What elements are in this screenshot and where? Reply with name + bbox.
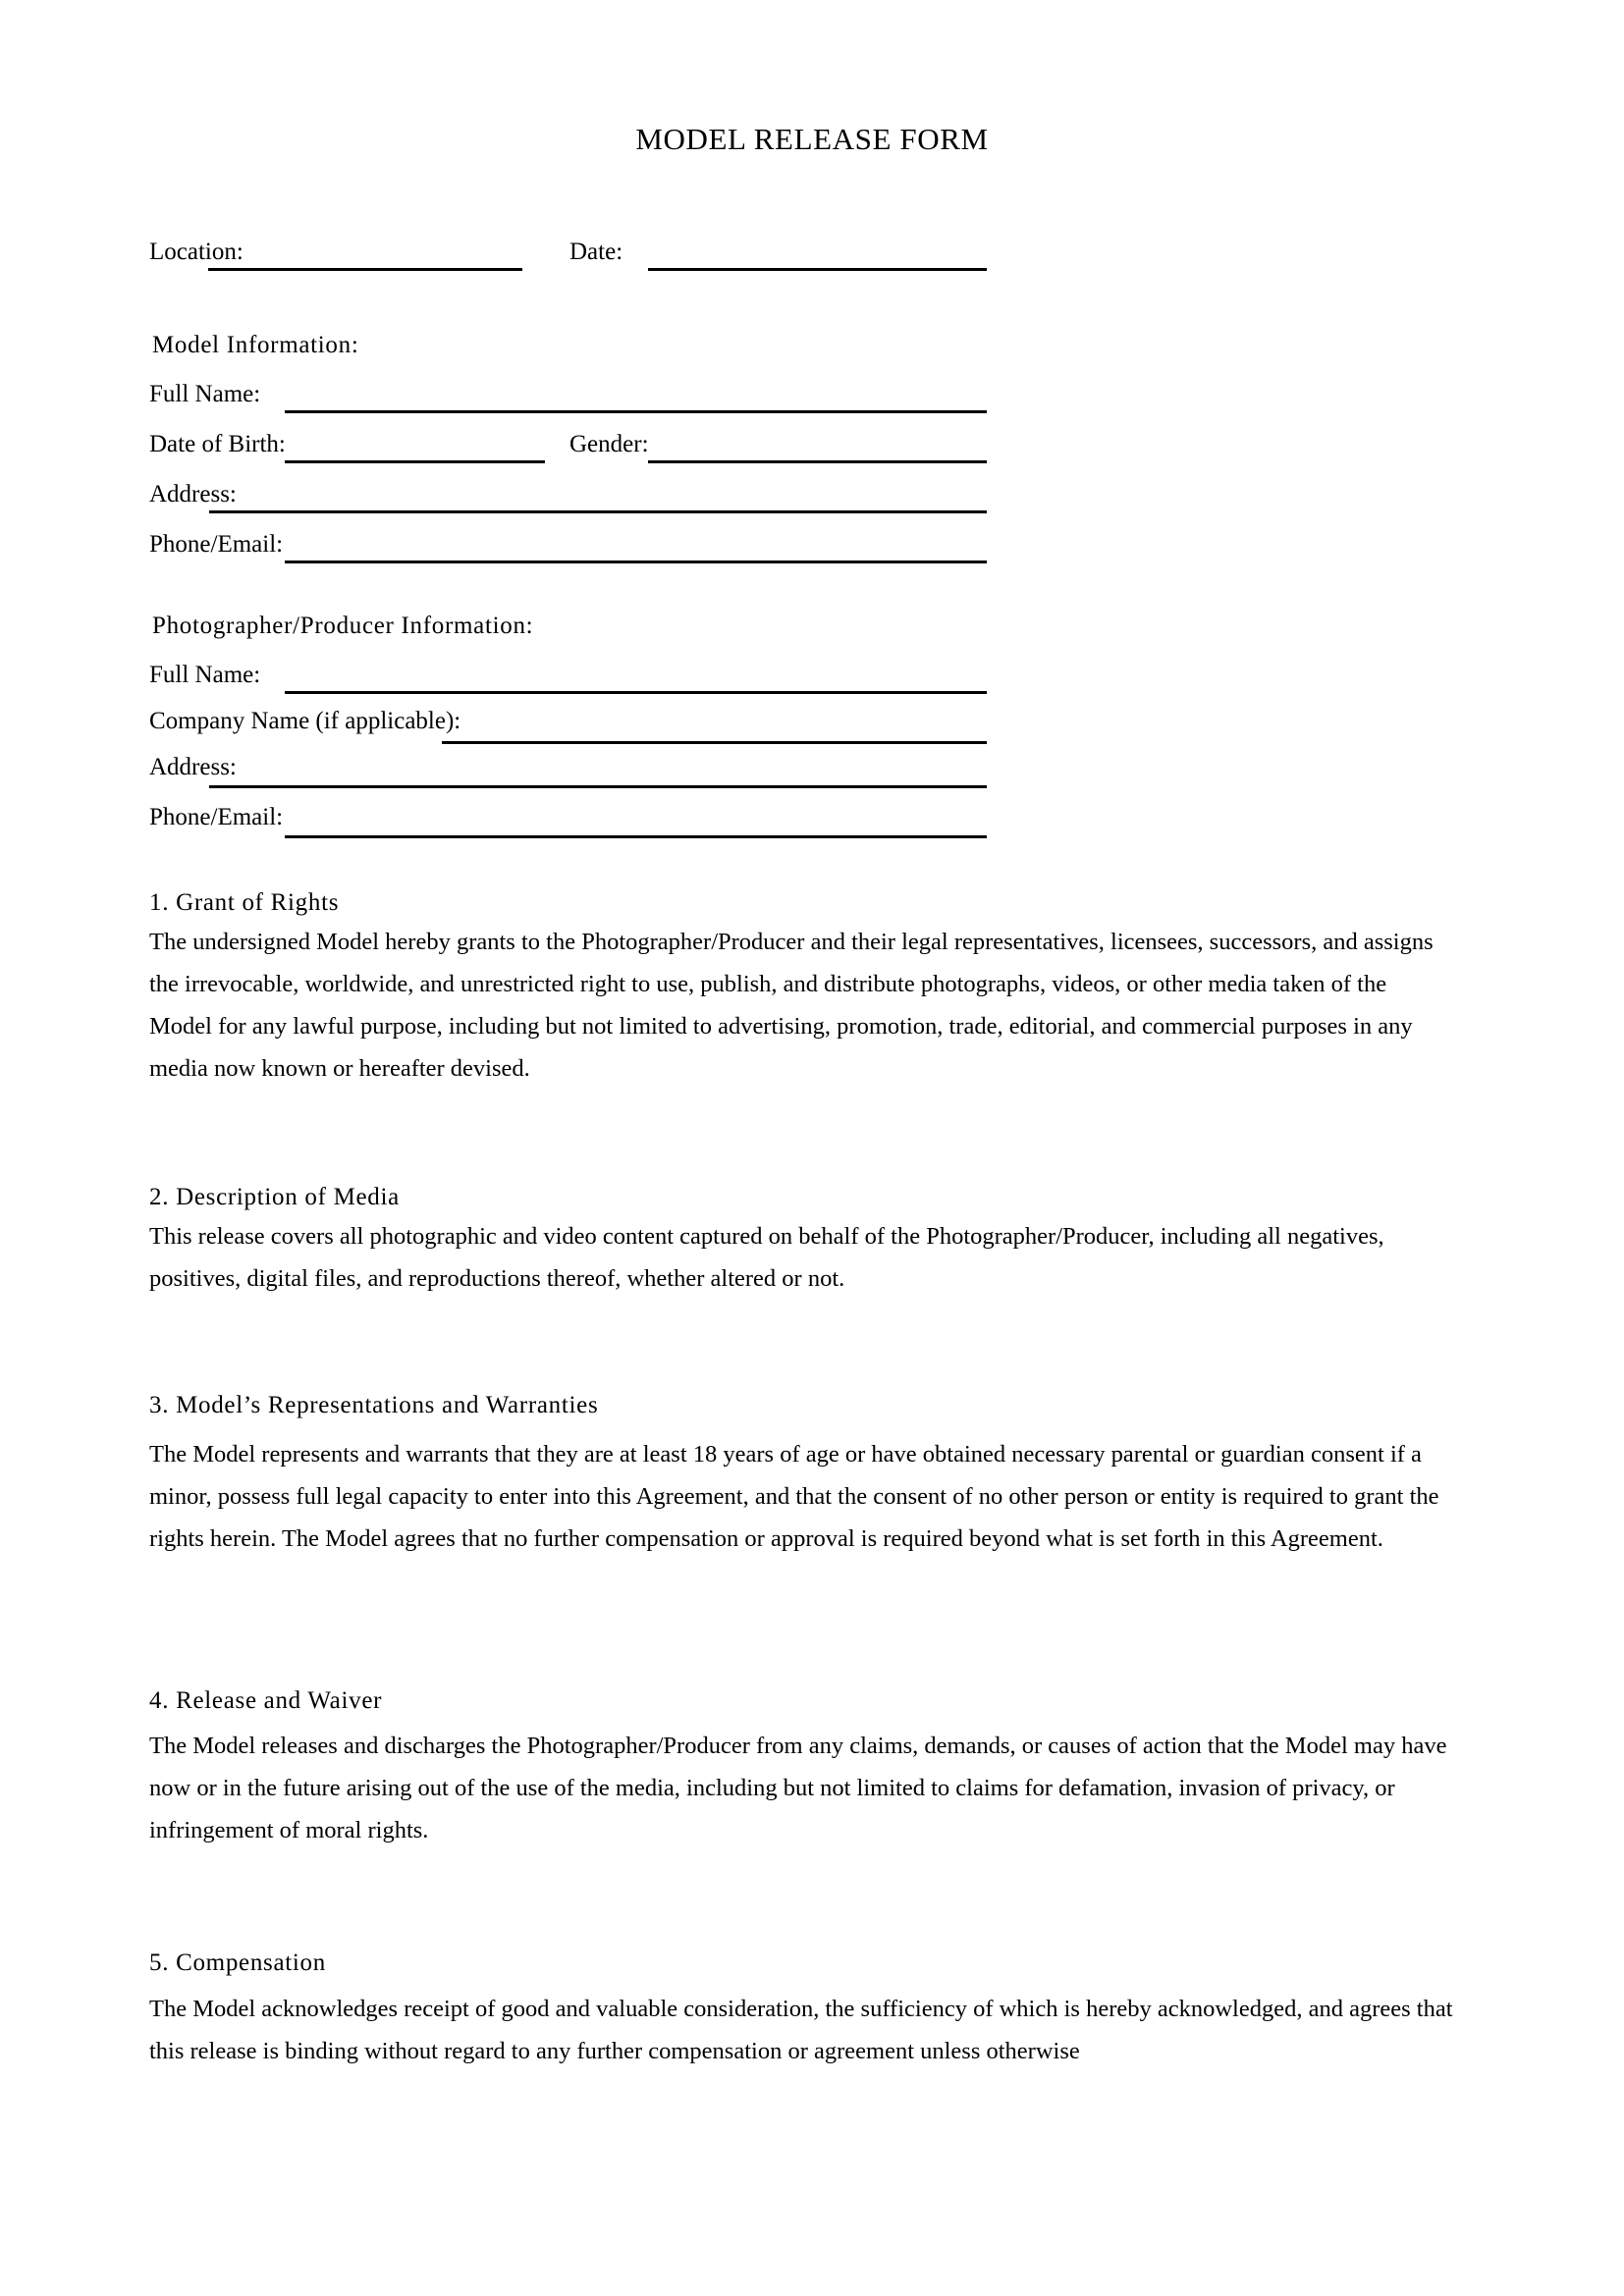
photographer-phone-email-label: Phone/Email: — [149, 804, 284, 830]
clause-heading-3: 3. Model’s Representations and Warranties — [149, 1392, 599, 1418]
model-date-of-birth-input-line[interactable] — [285, 460, 545, 463]
photographer-full-name-row — [149, 659, 1455, 692]
photographer-company-name-input-line[interactable] — [442, 741, 987, 744]
location-label: Location: — [149, 239, 244, 265]
clause-body-2: This release covers all photographic and video content captured on behalf of the Photographer/Producer, including all negatives, positives, digital files, and reproductions thereof, whether altered or not. — [149, 1223, 1384, 1292]
photographer-address-input-line[interactable] — [209, 785, 987, 788]
photographer-company-name-row — [149, 705, 1455, 738]
page-title: MODEL RELEASE FORM — [635, 122, 989, 156]
model-address-label: Address: — [149, 481, 237, 507]
photographer-phone-email-input-line[interactable] — [285, 835, 987, 838]
model-phone-email-label: Phone/Email: — [149, 531, 284, 558]
model-information-heading: Model Information: — [152, 332, 359, 358]
clause-heading-1: 1. Grant of Rights — [149, 889, 340, 916]
photographer-full-name-label: Full Name: — [149, 662, 261, 688]
clause-body-3: The Model represents and warrants that they are at least 18 years of age or have obtained necessary parental or guardian consent if a minor, possess full legal capacity to enter into this Agreement, and that the consent of no other person or entity is required to grant the rights herein. The Model agrees that no further compensation or approval is required beyond what is set forth in this Agreement. — [149, 1441, 1439, 1552]
model-date-of-birth-label: Date of Birth: — [149, 431, 286, 457]
model-address-input-line[interactable] — [209, 510, 987, 513]
photographer-company-name-label: Company Name (if applicable): — [149, 708, 461, 734]
clause-heading-5: 5. Compensation — [149, 1949, 326, 1976]
clause-heading-4: 4. Release and Waiver — [149, 1687, 383, 1714]
model-phone-email-row — [149, 528, 1455, 561]
model-gender-input-line[interactable] — [648, 460, 987, 463]
photographer-address-row — [149, 751, 1455, 784]
location-input-line[interactable] — [208, 268, 522, 271]
model-phone-email-input-line[interactable] — [285, 561, 987, 563]
model-full-name-row — [149, 378, 1455, 411]
photographer-information-heading: Photographer/Producer Information: — [152, 613, 534, 639]
model-full-name-input-line[interactable] — [285, 410, 987, 413]
model-gender-label: Gender: — [569, 431, 649, 457]
clause-body-5: The Model acknowledges receipt of good and valuable consideration, the sufficiency of which is hereby acknowledged, and agrees that this release is binding without regard to any further compensation or agreement unless otherwise — [149, 1996, 1453, 2064]
photographer-full-name-input-line[interactable] — [285, 691, 987, 694]
date-label: Date: — [569, 239, 623, 265]
photographer-phone-email-row — [149, 801, 1455, 834]
clause-heading-2: 2. Description of Media — [149, 1184, 400, 1210]
clause-body-1: The undersigned Model hereby grants to the Photographer/Producer and their legal representatives, licensees, successors, and assigns the irrevocable, worldwide, and unrestricted right to use, publish, and distribute photographs, videos, or other media taken of the Model for any lawful purpose, including but not limited to advertising, promotion, trade, editorial, and commercial purposes in any media now known or hereafter devised. — [149, 929, 1434, 1082]
model-full-name-label: Full Name: — [149, 381, 261, 407]
date-input-line[interactable] — [648, 268, 987, 271]
model-address-row — [149, 478, 1455, 511]
location-date-row — [149, 236, 1455, 269]
photographer-address-label: Address: — [149, 754, 237, 780]
clause-body-4: The Model releases and discharges the Photographer/Producer from any claims, demands, or causes of action that the Model may have now or in the future arising out of the use of the media, including but not limited to claims for defamation, invasion of privacy, or infringement of moral rights. — [149, 1733, 1447, 1843]
model-dob-gender-row — [149, 428, 1455, 461]
